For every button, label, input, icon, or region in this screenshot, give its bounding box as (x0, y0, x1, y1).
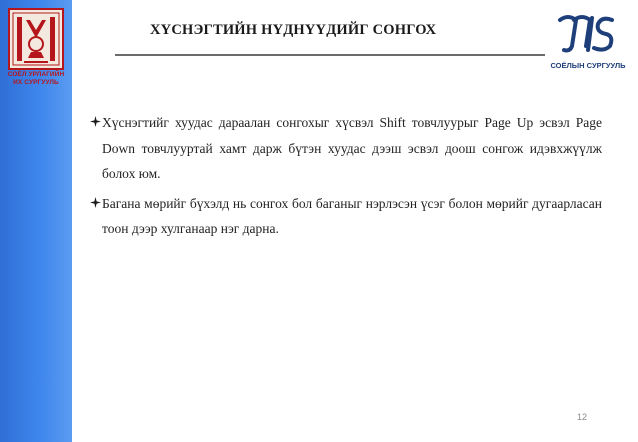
school-emblem-icon (554, 12, 622, 56)
school-logo (548, 12, 628, 72)
title-underline (115, 54, 545, 56)
university-logo (2, 8, 70, 92)
logo-name-line2: ИХ СУРГУУЛЬ (13, 79, 59, 86)
diamond-bullet-icon (90, 197, 101, 208)
bullet-text: Хүснэгтийг хуудас дараалан сонгохыг хүсвэл Shift товчлуурыг Page Up эсвэл Page Down товчлууртай хамт дарж бүтэн хуудас дээш эсвэл доош сонгож идэвхжүүлж болох юм. (102, 115, 602, 181)
school-logo-name: СОЁЛЫН СУРГУУЛЬ (550, 61, 626, 70)
bullet-item (90, 110, 602, 187)
slide-content (90, 110, 602, 246)
bullet-text: Багана мөрийг бүхэлд нь сонгох бол баганыг нэрлэсэн үсэг болон мөрийг дугаарласан тоон дээр хулганаар нэг дарна. (102, 195, 602, 236)
university-emblem-icon (8, 8, 64, 70)
bullet-item (90, 191, 602, 242)
slide-title: ХҮСНЭГТИЙН НҮДНҮҮДИЙГ СОНГОХ (150, 22, 437, 38)
page-number: 12 (577, 412, 588, 422)
logo-name-line1: СОЁЛ УРЛАГИЙН (7, 71, 65, 78)
diamond-bullet-icon (90, 116, 101, 127)
